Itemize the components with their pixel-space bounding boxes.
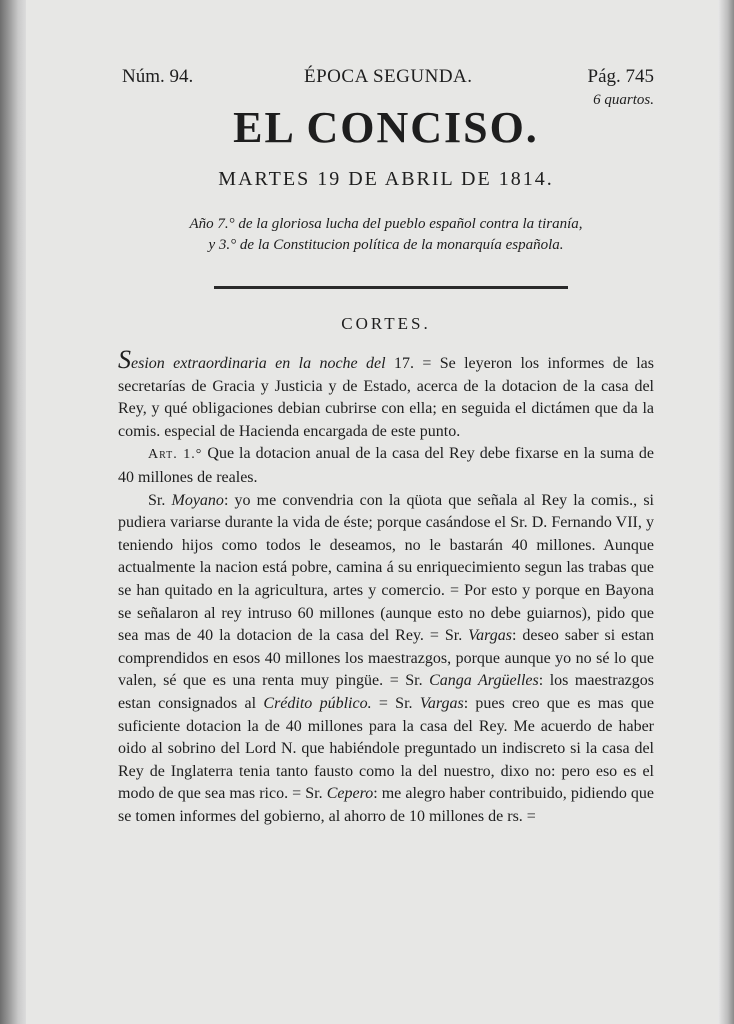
speech-text: = Sr. <box>378 694 413 712</box>
speaker-name: Moyano <box>171 491 224 509</box>
speaker-name: Canga Argüelles <box>429 672 539 690</box>
motto-line-1: Año 7.° de la gloriosa lucha del pueblo español contra la tiranía, <box>189 216 583 232</box>
paragraph-1-text: 17. = Se leyeron los informes de las secretarías de Gracia y Justicia y de Estado, acerca de la dotacion de la casa del Rey, y qué obligaciones debian cubrirse con ella; en seguida el dictámen que da la comis. especial de Hacienda encargada de este punto. <box>118 355 654 440</box>
book-gutter-shadow <box>0 0 26 1024</box>
newspaper-page <box>26 0 718 1024</box>
paragraph-2 <box>118 443 654 489</box>
article-body <box>118 345 655 828</box>
issue-date: MARTES 19 DE ABRIL DE 1814. <box>218 168 554 190</box>
page-number: Pág. 745 <box>587 66 654 87</box>
paragraph-1 <box>118 345 654 443</box>
speaker-name: Cepero <box>326 785 374 803</box>
header-row <box>118 62 654 108</box>
epoch-label: ÉPOCA SEGUNDA. <box>304 66 473 87</box>
institution-name: Crédito público. <box>263 694 372 712</box>
speech-text: : deseo saber si estan comprendidos en esos 40 millones los maestrazgos, porque aunque yo no sé lo que valen, sé que es una renta muy pingüe. = Sr. <box>118 627 655 690</box>
speaker-name: Vargas <box>419 694 464 712</box>
speech-text: : yo me convendria con la qüota que señala al Rey la comis., si pudiera variarse durante la vida de éste; porque casándose el Sr. D. Fernando VII, y teniendo hijos como todos le deseamos, no le bastarán 40 millones. Aunque actualmente la nacion está pobre, camina á su enriquecimiento segun las trabas que se han quitado en la agricultura, artes y comercio. = Por esto y porque en Bayona se señalaron al rey intruso 60 millones (aunque esto no debe guiarnos), pido que sea mas de 40 la dotacion de la casa del Rey. = Sr. <box>118 491 654 645</box>
price-label: 6 quartos. <box>593 92 654 108</box>
speaker-prefix: Sr. <box>148 491 166 509</box>
speech-text: : pues creo que es mas que suficiente dotacion la de 40 millones para la casa del Rey. Me acuerdo de haber oido al sobrino del Lord N. que habiéndole preguntado un indiscreto si la casa del Rey de Inglaterra tenia tanto fausto como la del nuestro, dixo no: pero eso es el modo de que sea mas rico. = Sr. <box>118 694 655 803</box>
article-label: Art. 1.° <box>148 447 203 463</box>
speech-text: : me alegro haber contribuido, pidiendo que se tomen informes del gobierno, al ahorro de 10 millones de rs. = <box>118 785 655 825</box>
drop-cap: S <box>118 345 131 374</box>
page-edge-shadow <box>718 0 734 1024</box>
session-intro: esion extraordinaria en la noche del <box>131 355 386 372</box>
masthead-title: EL CONCISO. <box>233 103 539 152</box>
speech-text: : los maestrazgos estan consignados al <box>118 672 655 712</box>
paragraph-2-text: Que la dotacion anual de la casa del Rey debe fixarse en la suma de 40 millones de reales. <box>118 445 655 486</box>
motto <box>118 214 654 256</box>
speaker-name: Vargas <box>468 627 513 645</box>
divider-rule <box>214 286 568 289</box>
paragraph-3 <box>118 490 654 829</box>
motto-line-2: y 3.° de la Constitucion política de la monarquía española. <box>208 237 564 253</box>
issue-number: Núm. 94. <box>122 66 194 87</box>
section-title: CORTES. <box>341 314 431 333</box>
